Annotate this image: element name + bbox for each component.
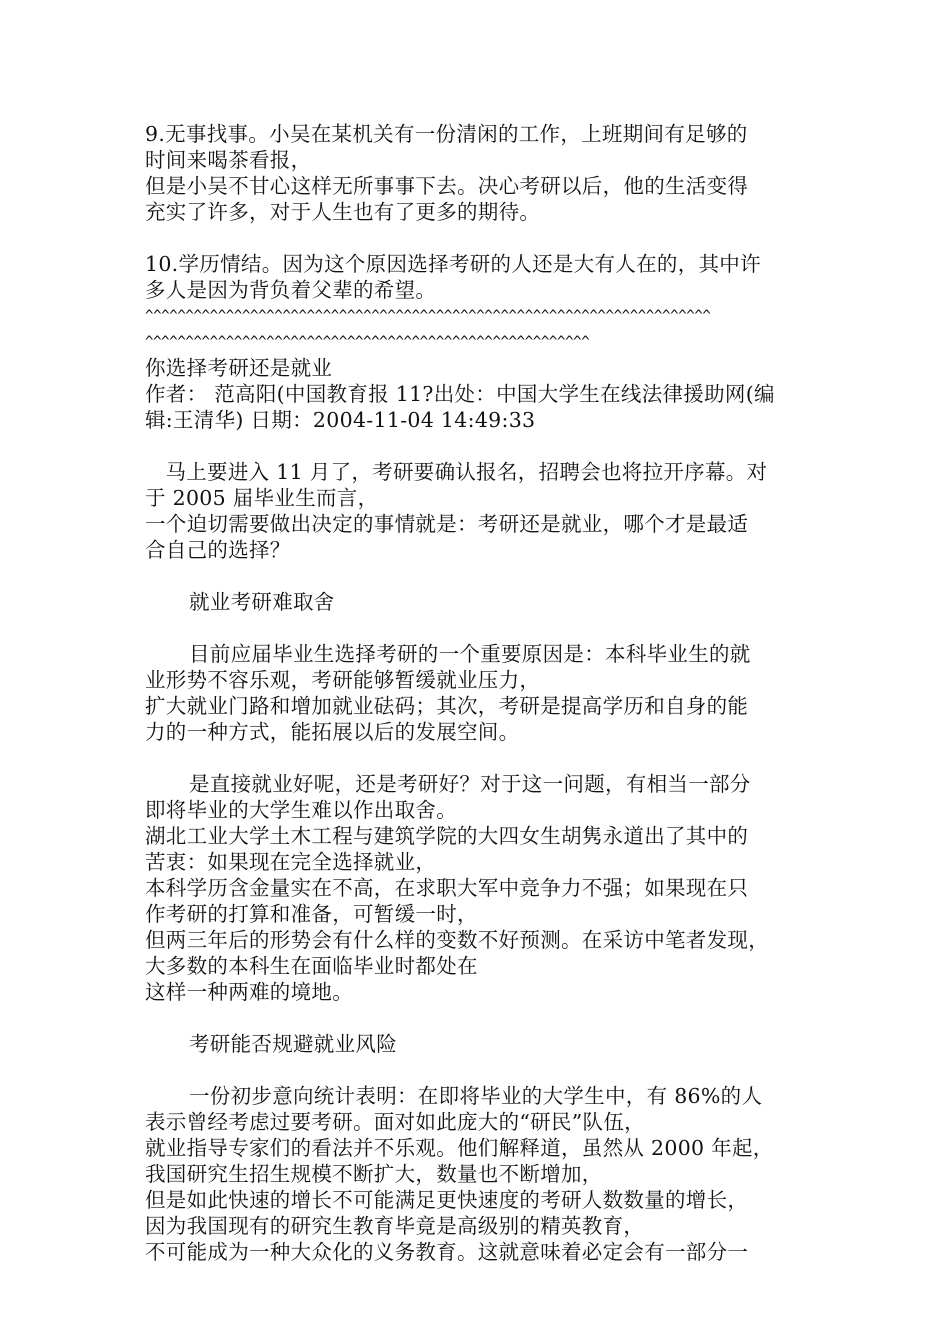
blank-line — [145, 225, 815, 251]
blank-line — [145, 1005, 815, 1031]
para2-line6: 作考研的打算和准备，可暂缓一时， — [145, 902, 478, 926]
item10-line1: 10.学历情结。因为这个原因选择考研的人还是大有人在的，其中许 — [145, 252, 761, 276]
para2-line1: 是直接就业好呢，还是考研好？对于这一问题，有相当一部分 — [189, 772, 751, 796]
para3-line5: 但是如此快速的增长不可能满足更快速度的考研人数数量的增长， — [145, 1188, 749, 1212]
article-title: 你选择考研还是就业 — [145, 356, 333, 380]
separator-line1: ^^^^^^^^^^^^^^^^^^^^^^^^^^^^^^^^^^^^^^^^^^^^^^^^^^^^^^^^^^^^^^^^^^^^^^ — [145, 308, 711, 324]
para1-line3: 扩大就业门路和增加就业砝码；其次，考研是提高学历和自身的能 — [145, 694, 749, 718]
para2-line2: 即将毕业的大学生难以作出取舍。 — [145, 798, 457, 822]
document-page — [145, 121, 815, 1265]
para2-line9: 这样一种两难的境地。 — [145, 980, 353, 1004]
article-meta-line2: 辑:王清华) 日期：2004-11-04 14:49:33 — [145, 408, 536, 432]
para3-line6: 因为我国现有的研究生教育毕竟是高级别的精英教育， — [145, 1214, 645, 1238]
intro-line3: 一个迫切需要做出决定的事情就是：考研还是就业，哪个才是最适 — [145, 512, 749, 536]
item10-line2: 多人是因为背负着父辈的希望。 — [145, 278, 437, 302]
item9-line1: 9.无事找事。小吴在某机关有一份清闲的工作，上班期间有足够的 — [145, 122, 748, 146]
para2-line5: 本科学历含金量实在不高，在求职大军中竞争力不强；如果现在只 — [145, 876, 749, 900]
para2-line3: 湖北工业大学土木工程与建筑学院的大四女生胡隽永道出了其中的 — [145, 824, 749, 848]
para2-line8: 大多数的本科生在面临毕业时都处在 — [145, 954, 478, 978]
section-heading-2: 考研能否规避就业风险 — [189, 1032, 397, 1056]
blank-line — [145, 1057, 815, 1083]
blank-line — [145, 745, 815, 771]
para3-line1: 一份初步意向统计表明：在即将毕业的大学生中，有 86%的人 — [189, 1084, 763, 1108]
para1-line4: 力的一种方式，能拓展以后的发展空间。 — [145, 720, 520, 744]
intro-line1: 马上要进入 11 月了，考研要确认报名，招聘会也将拉开序幕。对 — [145, 460, 768, 484]
item9-line4: 充实了许多，对于人生也有了更多的期待。 — [145, 200, 541, 224]
blank-line — [145, 433, 815, 459]
item9-line2: 时间来喝茶看报， — [145, 148, 312, 172]
blank-line — [145, 615, 815, 641]
para2-line4: 苦衷：如果现在完全选择就业， — [145, 850, 437, 874]
para3-line4: 我国研究生招生规模不断扩大，数量也不断增加， — [145, 1162, 603, 1186]
item9-line3: 但是小吴不甘心这样无所事事下去。决心考研以后，他的生活变得 — [145, 174, 749, 198]
section-heading-1: 就业考研难取舍 — [189, 590, 335, 614]
para3-line3: 就业指导专家们的看法并不乐观。他们解释道，虽然从 2000 年起， — [145, 1136, 774, 1160]
para3-line2: 表示曾经考虑过要考研。面对如此庞大的“研民”队伍， — [145, 1110, 645, 1134]
blank-line — [145, 563, 815, 589]
para3-line7: 不可能成为一种大众化的义务教育。这就意味着必定会有一部分一 — [145, 1240, 749, 1264]
intro-line2: 于 2005 届毕业生而言， — [145, 486, 379, 510]
separator-line2: ^^^^^^^^^^^^^^^^^^^^^^^^^^^^^^^^^^^^^^^^^^^^^^^^^^^^^^^ — [145, 334, 590, 350]
article-meta-line1: 作者： 范高阳(中国教育报 11?出处：中国大学生在线法律援助网(编 — [145, 382, 775, 406]
intro-line4: 合自己的选择？ — [145, 538, 291, 562]
para2-line7: 但两三年后的形势会有什么样的变数不好预测。在采访中笔者发现， — [145, 928, 769, 952]
para1-line1: 目前应届毕业生选择考研的一个重要原因是：本科毕业生的就 — [189, 642, 751, 666]
para1-line2: 业形势不容乐观，考研能够暂缓就业压力， — [145, 668, 541, 692]
